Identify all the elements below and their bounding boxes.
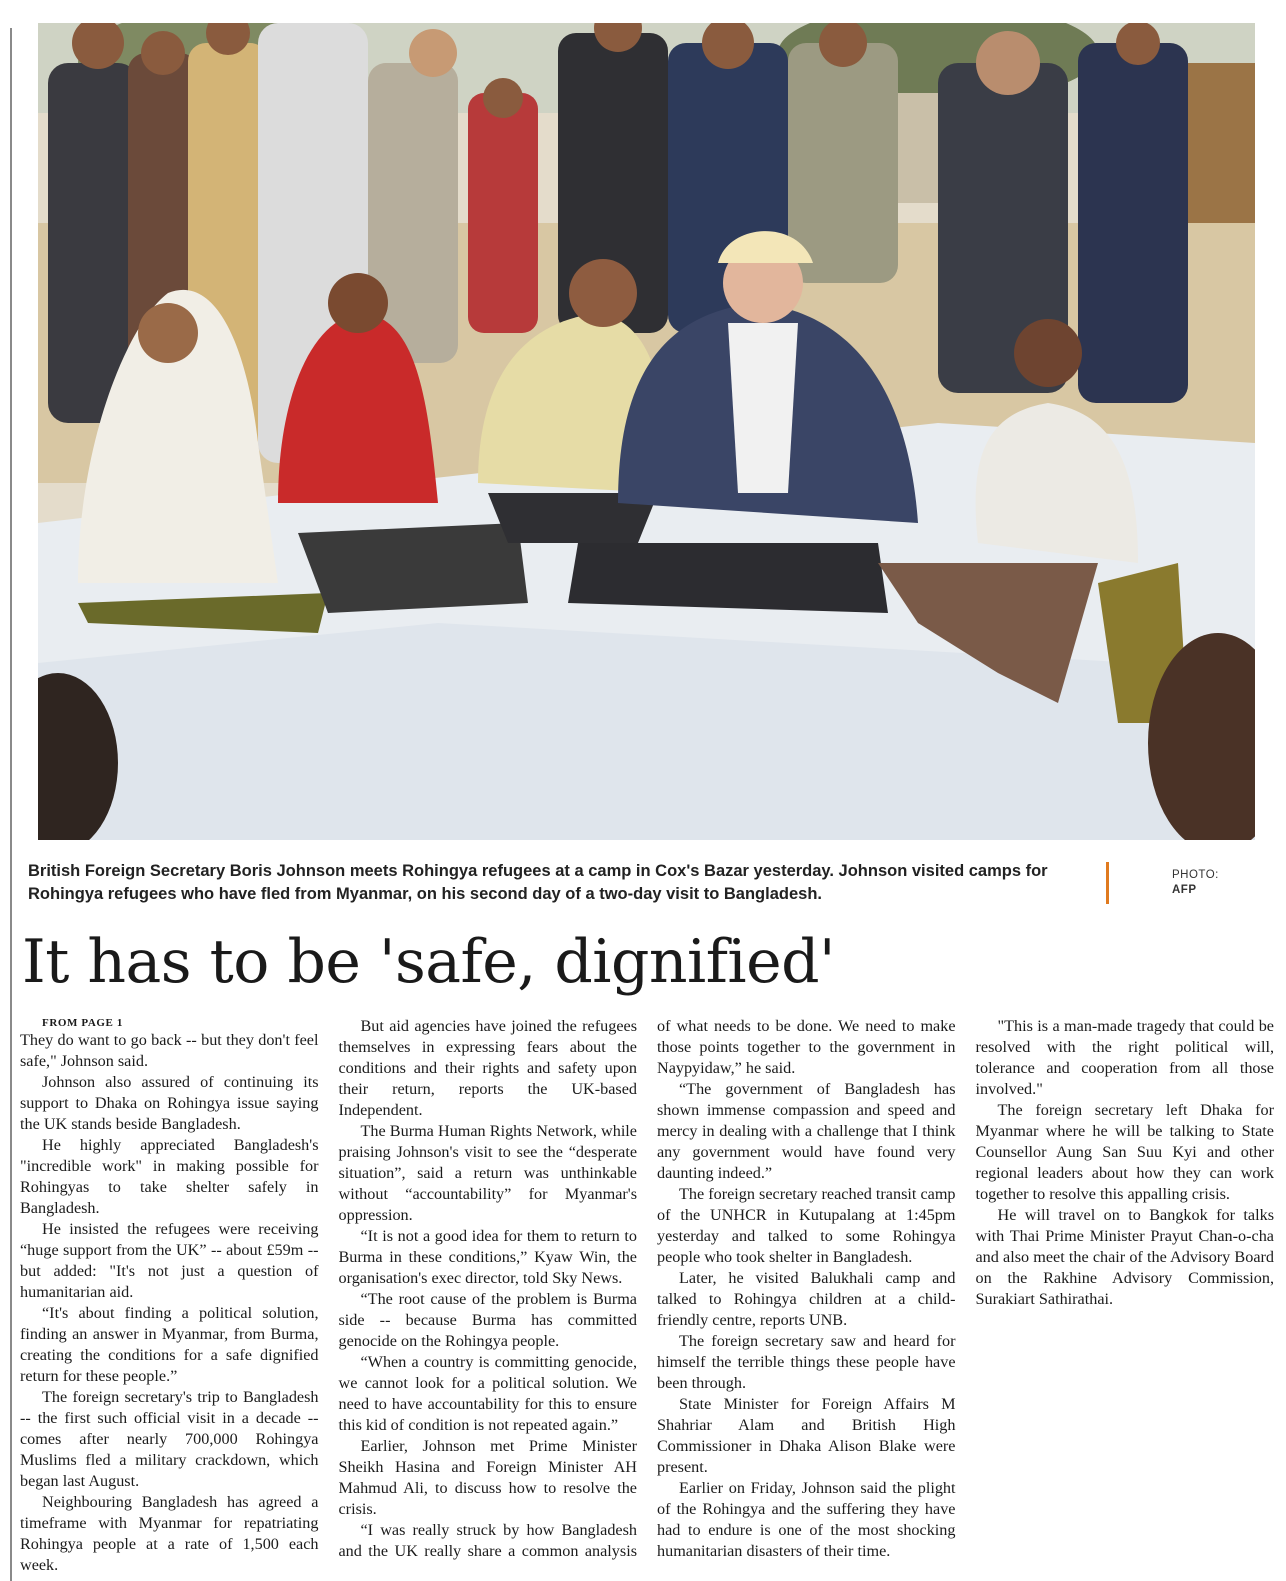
news-photo xyxy=(38,23,1255,840)
article-paragraph: “The root cause of the problem is Burma side -- because Burma has committed genocide on the Rohingya people. xyxy=(338,1290,637,1350)
article-paragraph: He insisted the refugees were receiving “huge support from the UK” -- about £59m -- but added: "It's not just a question of humanitarian aid. xyxy=(20,1220,319,1301)
article-paragraph: "This is a man-made tragedy that could be resolved with the right political will, tolerance and cooperation from all those involved." xyxy=(975,1017,1274,1098)
caption-accent-bar xyxy=(1106,862,1109,904)
article-body xyxy=(20,1016,1274,1576)
photo-caption: British Foreign Secretary Boris Johnson meets Rohingya refugees at a camp in Cox's Bazar yesterday. Johnson visited camps for Rohingya refugees who have fled from Myanmar, on his second day of a two-day visit to Bangladesh. xyxy=(28,862,1048,903)
photo-credit-source: AFP xyxy=(1172,884,1197,896)
article-paragraph: “When a country is committing genocide, we cannot look for a political solution. We need to have accountability for this to ensure this kid of condition is not repeated again.” xyxy=(338,1353,637,1434)
article-paragraph: Earlier on Friday, Johnson said the plight of the Rohingya and the suffering they have had to endure is one of the most shocking humanitarian disasters of their time. xyxy=(657,1479,956,1560)
article-paragraph: They do want to go back -- but they don't feel safe," Johnson said. xyxy=(20,1031,319,1070)
photo-credit xyxy=(1172,868,1219,898)
article-paragraph: Johnson also assured of continuing its support to Dhaka on Rohingya issue saying the UK stands beside Bangladesh. xyxy=(20,1073,319,1133)
article-paragraph: Later, he visited Balukhali camp and talked to Rohingya children at a child-friendly centre, reports UNB. xyxy=(657,1269,956,1329)
article-paragraph: “It is not a good idea for them to return to Burma in these conditions,” Kyaw Win, the organisation's exec director, told Sky News. xyxy=(338,1227,637,1287)
article-paragraph: The foreign secretary reached transit camp of the UNHCR in Kutupalang at 1:45pm yesterday and talked to some Rohingya people who took shelter in Bangladesh. xyxy=(657,1185,956,1266)
page-margin-rule xyxy=(10,28,12,1581)
article-paragraph: “It's about finding a political solution, finding an answer in Myanmar, from Burma, creating the conditions for a safe dignified return for these people.” xyxy=(20,1304,319,1385)
article-paragraph: But aid agencies have joined the refugees themselves in expressing fears about the conditions and their rights and safety upon their return, reports the UK-based Independent. xyxy=(338,1017,637,1119)
article-paragraph: He highly appreciated Bangladesh's "incredible work" in making possible for Rohingyas to take shelter safely in Bangladesh. xyxy=(20,1136,319,1217)
article-headline: It has to be 'safe, dignified' xyxy=(22,927,836,997)
photo-credit-label: PHOTO: xyxy=(1172,869,1219,881)
article-paragraph: The foreign secretary saw and heard for himself the terrible things these people have been through. xyxy=(657,1332,956,1392)
article-paragraph: “The government of Bangladesh has shown immense compassion and speed and mercy in dealing with a challenge that I think any government would have found very daunting indeed.” xyxy=(657,1080,956,1182)
article-paragraph: The Burma Human Rights Network, while praising Johnson's visit to see the “desperate situation”, said a return was unthinkable without “accountability” for Myanmar's oppression. xyxy=(338,1122,637,1224)
article-paragraph: Earlier, Johnson met Prime Minister Sheikh Hasina and Foreign Minister AH Mahmud Ali, to discuss how to resolve the crisis. xyxy=(338,1437,637,1518)
article-paragraph: “I was really struck by how Bangladesh and the UK really share a common analysis of what needs to be done. We need to make those points together to the government in Naypyidaw,” he said. xyxy=(338,1017,956,1560)
article-paragraph: He will travel on to Bangkok for talks with Thai Prime Minister Prayut Chan-o-cha and also meet the chair of the Advisory Board on the Rakhine Advisory Commission, Surakiart Sathirathai. xyxy=(975,1206,1274,1308)
article-paragraph: The foreign secretary's trip to Bangladesh -- the first such official visit in a decade -- comes after nearly 700,000 Rohingya Muslims fled a military crackdown, which began last August. xyxy=(20,1388,319,1490)
article-paragraph: The foreign secretary left Dhaka for Myanmar where he will be talking to State Counsellor Aung San Suu Kyi and other regional leaders about how they can work together to resolve this appalling crisis. xyxy=(975,1101,1274,1203)
article-kicker: FROM PAGE 1 xyxy=(42,1017,123,1029)
article-paragraph: State Minister for Foreign Affairs M Shahriar Alam and British High Commissioner in Dhaka Alison Blake were present. xyxy=(657,1395,956,1476)
article-paragraph: Neighbouring Bangladesh has agreed a timeframe with Myanmar for repatriating Rohingya people at a rate of 1,500 each week. xyxy=(20,1493,319,1574)
